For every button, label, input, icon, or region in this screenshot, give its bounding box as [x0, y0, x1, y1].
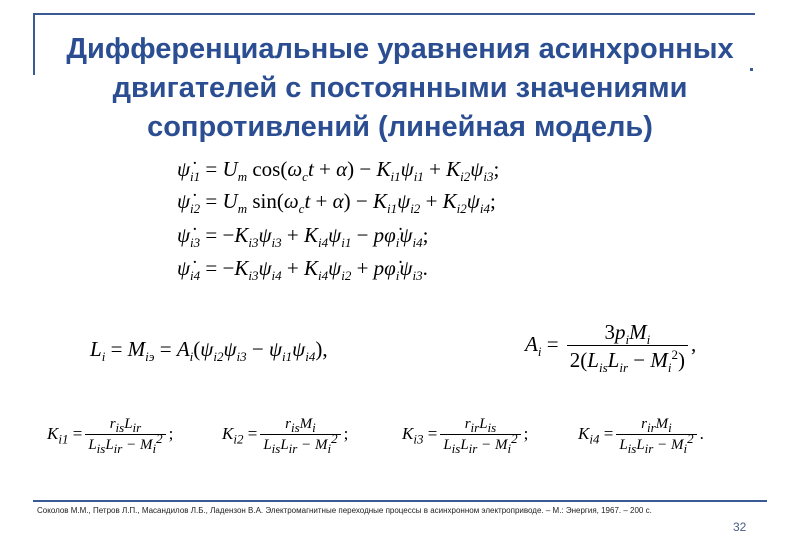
slide-title: Дифференциальные уравнения асинхронных двигателей с постоянными значениями сопротивлений (линейная модель): [66, 33, 734, 143]
slide-frame-dot: [750, 68, 753, 71]
footer-rule: [33, 500, 767, 502]
equation-psi-i4: $\psi̇_{i4} = -K_{i3}\psi_{i4} + K_{i4}\psi_{i2}$ + $p\varphi̇_i\psi_{i3}$.: [177, 256, 428, 284]
equation-psi-i1: $\psi̇_{i1} = U_m$ $\cos(\omega_ct + \alpha) - K_{i1}\psi_{i1} + K_{i2}\psi_{i3}$;: [177, 157, 500, 185]
equation-k-i1: $K_{i1}$ = $\frac{r_{is}L_{ir}}{L_{is}L_{ir} - M_i^2}$ ;: [47, 416, 174, 456]
equation-k-i3: $K_{i3}$ = $\frac{r_{ir}L_{is}}{L_{is}L_{ir} - M_i^2}$ ;: [402, 416, 529, 456]
reference-text: Соколов М.М., Петров Л.П., Масандилов Л.Б., Ладензон В.А. Электромагнитные переходные процессы в асинхронном электроприводе. – М.: Энергия, 1967. – 200 с.: [37, 506, 652, 515]
equation-torque: $L_i = M_{iэ} = A_i(\psi_{i2}\psi_{i3} - \psi_{i1}\psi_{i4})$,: [90, 337, 328, 365]
slide-frame-left: [33, 13, 35, 75]
equation-k-i4: $K_{i4}$ = $\frac{r_{ir}M_i}{L_{is}L_{ir} - M_i^2}$ .: [578, 416, 704, 456]
equation-a-i: $A_i$ = $\frac{3p_iM_i}{2(L_{is}L_{ir} - M_i^2)}$ ,: [525, 320, 697, 376]
equation-psi-i3: $\psi̇_{i3} = -K_{i3}\psi_{i3} + K_{i4}\psi_{i1}$ − $p\varphi̇_i\psi_{i4}$;: [177, 223, 429, 251]
equation-k-i2: $K_{i2}$ = $\frac{r_{is}M_i}{L_{is}L_{ir} - M_i^2}$ ;: [222, 416, 349, 456]
equation-psi-i2: $\psi̇_{i2} = U_m$ $\sin(\omega_ct + \alpha) - K_{i1}\psi_{i2} + K_{i2}\psi_{i4}$;: [177, 189, 496, 217]
page-number: 32: [733, 520, 747, 534]
slide-frame-top: [33, 13, 755, 15]
